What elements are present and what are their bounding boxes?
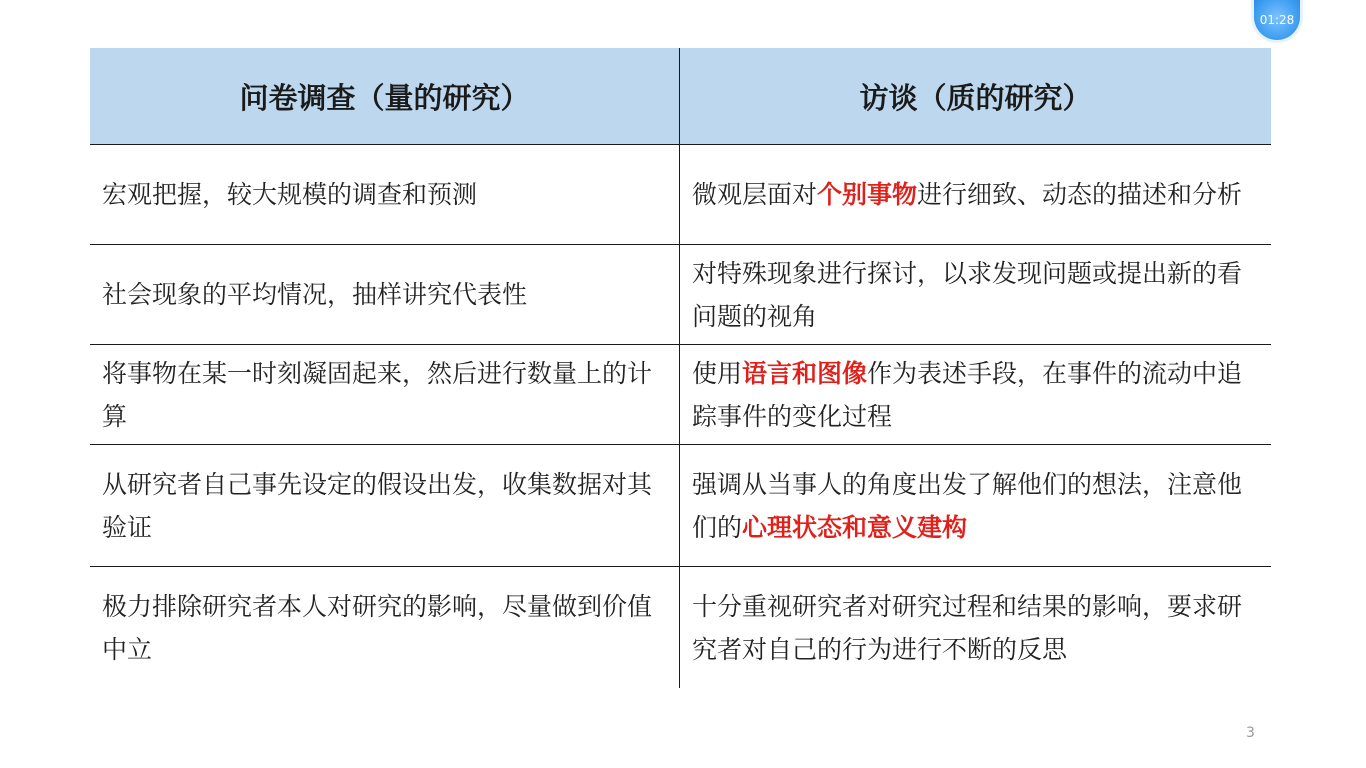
table-row [90, 245, 1271, 345]
highlight-text: 个别事物 [817, 180, 918, 209]
cell-left: 宏观把握，较大规模的调查和预测 [90, 145, 680, 244]
comparison-table [90, 48, 1271, 688]
table-row [90, 345, 1271, 445]
cell-right: 微观层面对个别事物进行细致、动态的描述和分析 [692, 180, 1243, 209]
header-interview: 访谈（质的研究） [859, 80, 1092, 115]
cell-right: 对特殊现象进行探讨，以求发现问题或提出新的看问题的视角 [692, 258, 1243, 331]
cell-right: 强调从当事人的角度出发了解他们的想法，注意他们的心理状态和意义建构 [692, 469, 1243, 542]
cell-right: 使用语言和图像作为表述手段，在事件的流动中追踪事件的变化过程 [692, 358, 1243, 431]
highlight-text: 心理状态和意义建构 [742, 512, 968, 542]
timer-text: 01:28 [1259, 13, 1295, 27]
page-number: 3 [1246, 725, 1255, 741]
cell-left: 极力排除研究者本人对研究的影响，尽量做到价值中立 [90, 567, 680, 688]
table-row [90, 445, 1271, 567]
table-header-row [90, 48, 1271, 145]
timer-badge[interactable] [1254, 0, 1300, 40]
cell-left: 社会现象的平均情况，抽样讲究代表性 [90, 245, 680, 344]
cell-right: 十分重视研究者对研究过程和结果的影响，要求研究者对自己的行为进行不断的反思 [692, 591, 1243, 664]
highlight-text: 语言和图像 [742, 358, 868, 388]
cell-left: 将事物在某一时刻凝固起来，然后进行数量上的计算 [90, 345, 680, 444]
table-row [90, 145, 1271, 245]
table-row [90, 567, 1271, 688]
cell-left: 从研究者自己事先设定的假设出发，收集数据对其验证 [90, 445, 680, 566]
header-questionnaire: 问卷调查（量的研究） [90, 48, 680, 144]
